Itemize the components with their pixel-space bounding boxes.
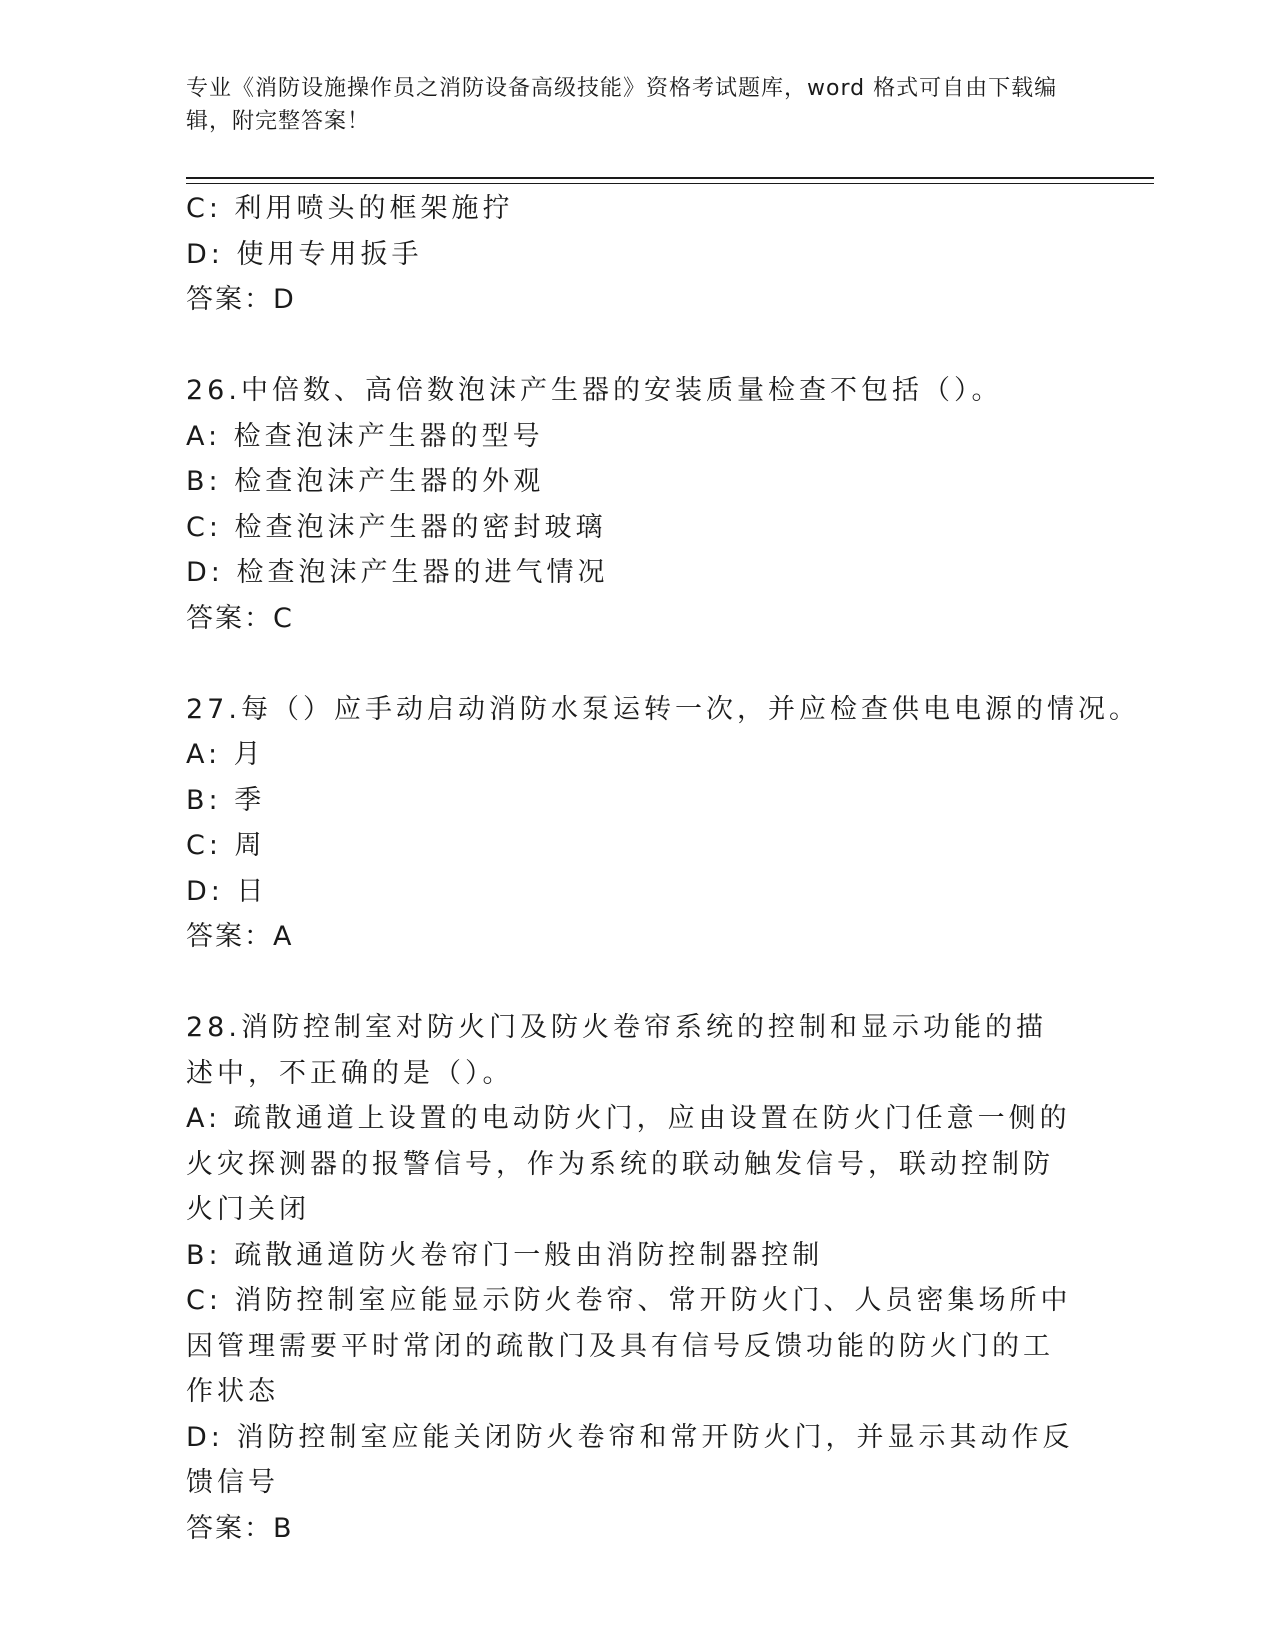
option-d: D: 检查泡沫产生器的进气情况 <box>186 557 609 588</box>
question-stem: 28.消防控制室对防火门及防火卷帘系统的控制和显示功能的描述中，不正确的是（）。 <box>186 1012 1047 1089</box>
spacer <box>186 960 1086 1006</box>
option-c: C: 利用喷头的框架施拧 <box>186 193 514 224</box>
question-stem: 26.中倍数、高倍数泡沫产生器的安装质量检查不包括（）。 <box>186 375 1003 406</box>
option-d: D: 使用专用扳手 <box>186 238 423 270</box>
answer-label: 答案：D <box>186 284 296 315</box>
header-rule-thick <box>186 177 1154 179</box>
spacer <box>186 323 1086 369</box>
answer-label: 答案：A <box>186 921 294 952</box>
option-a: A: 月 <box>186 739 265 770</box>
answer-label: 答案：C <box>186 602 294 634</box>
option-d: D: 消防控制室应能关闭防火卷帘和常开防火门，并显示其动作反馈信号 <box>186 1421 1074 1498</box>
question-content <box>186 186 1140 1551</box>
option-b: B: 季 <box>186 784 266 816</box>
spacer <box>186 641 1086 687</box>
option-c: C: 周 <box>186 830 266 861</box>
question-block-26 <box>186 368 1086 641</box>
option-c: C: 检查泡沫产生器的密封玻璃 <box>186 511 607 543</box>
option-a: A: 疏散通道上设置的电动防火门，应由设置在防火门任意一侧的火灾探测器的报警信号，作为系统的联动触发信号，联动控制防火门关闭 <box>186 1103 1071 1225</box>
header-rule-thin <box>186 183 1154 184</box>
question-stem: 27.每（）应手动启动消防水泵运转一次，并应检查供电电源的情况。 <box>186 693 1140 725</box>
question-block-28 <box>186 1005 1086 1551</box>
option-d: D: 日 <box>186 875 268 907</box>
answer-label: 答案：B <box>186 1512 294 1544</box>
question-block-27 <box>186 687 1140 960</box>
question-block-25-tail <box>186 186 1086 323</box>
option-a: A: 检查泡沫产生器的型号 <box>186 420 544 452</box>
option-b: B: 疏散通道防火卷帘门一般由消防控制器控制 <box>186 1239 824 1271</box>
option-c: C: 消防控制室应能显示防火卷帘、常开防火门、人员密集场所中因管理需要平时常闭的疏散门及具有信号反馈功能的防火门的工作状态 <box>186 1285 1072 1407</box>
option-b: B: 检查泡沫产生器的外观 <box>186 466 545 497</box>
document-header: 专业《消防设施操作员之消防设备高级技能》资格考试题库，word 格式可自由下载编辑，附完整答案！ <box>186 76 1058 134</box>
